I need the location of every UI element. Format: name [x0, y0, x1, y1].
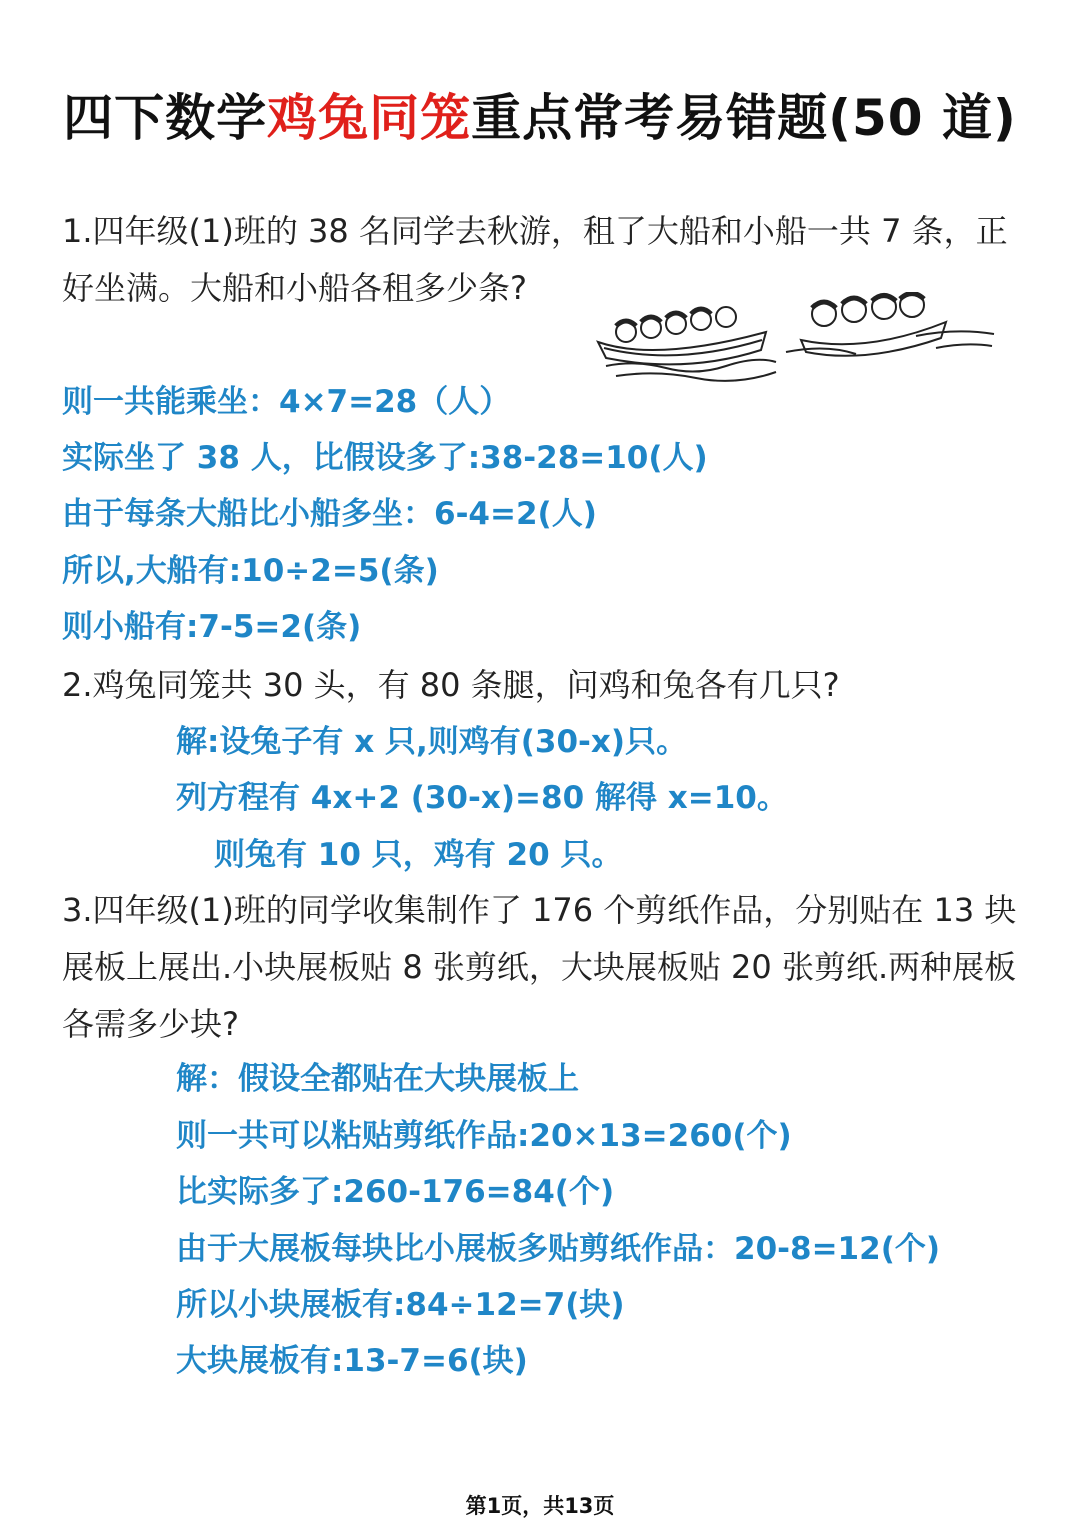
question-1: 1.四年级(1)班的 38 名同学去秋游，租了大船和小船一共 7 条，正好坐满。大船和小船各租多少条? — [62, 212, 1008, 307]
page-footer: 第1页，共13页 — [465, 1494, 615, 1518]
q2-step-3: 则兔有 10 只，鸡有 20 只。 — [214, 837, 623, 873]
q1-step-2: 实际坐了 38 人，比假设多了:38-28=10(人) — [62, 440, 708, 476]
q3-step-6: 大块展板有:13-7=6(块) — [176, 1343, 528, 1379]
q3-step-4: 由于大展板每块比小展板多贴剪纸作品：20-8=12(个) — [176, 1231, 941, 1267]
q2-step-1: 解:设兔子有 x 只,则鸡有(30-x)只。 — [176, 724, 688, 760]
q1-step-4: 所以,大船有:10÷2=5(条) — [62, 553, 439, 589]
q2-step-2: 列方程有 4x+2 (30-x)=80 解得 x=10。 — [176, 780, 788, 816]
title-prefix: 四下数学 — [63, 89, 268, 147]
question-2: 2.鸡兔同笼共 30 头，有 80 条腿，问鸡和兔各有几只? — [62, 666, 840, 704]
page-title — [0, 78, 1080, 150]
question-3: 3.四年级(1)班的同学收集制作了 176 个剪纸作品，分别贴在 13 块展板上展出.小块展板贴 8 张剪纸，大块展板贴 20 张剪纸.两种展板各需多少块? — [62, 891, 1017, 1043]
q1-step-1: 则一共能乘坐：4×7=28（人） — [62, 384, 511, 420]
title-suffix: 重点常考易错题(50 道) — [471, 89, 1017, 147]
q1-step-3: 由于每条大船比小船多坐：6-4=2(人) — [62, 496, 597, 532]
q3-step-3: 比实际多了:260-176=84(个) — [176, 1174, 615, 1210]
boats-illustration — [596, 292, 998, 382]
q3-step-2: 则一共可以粘贴剪纸作品:20×13=260(个) — [176, 1118, 792, 1154]
q3-step-1: 解：假设全都贴在大块展板上 — [176, 1061, 579, 1097]
q3-step-5: 所以小块展板有:84÷12=7(块) — [176, 1287, 625, 1323]
q1-step-5: 则小船有:7-5=2(条) — [62, 609, 362, 645]
title-highlight: 鸡兔同笼 — [267, 89, 472, 147]
